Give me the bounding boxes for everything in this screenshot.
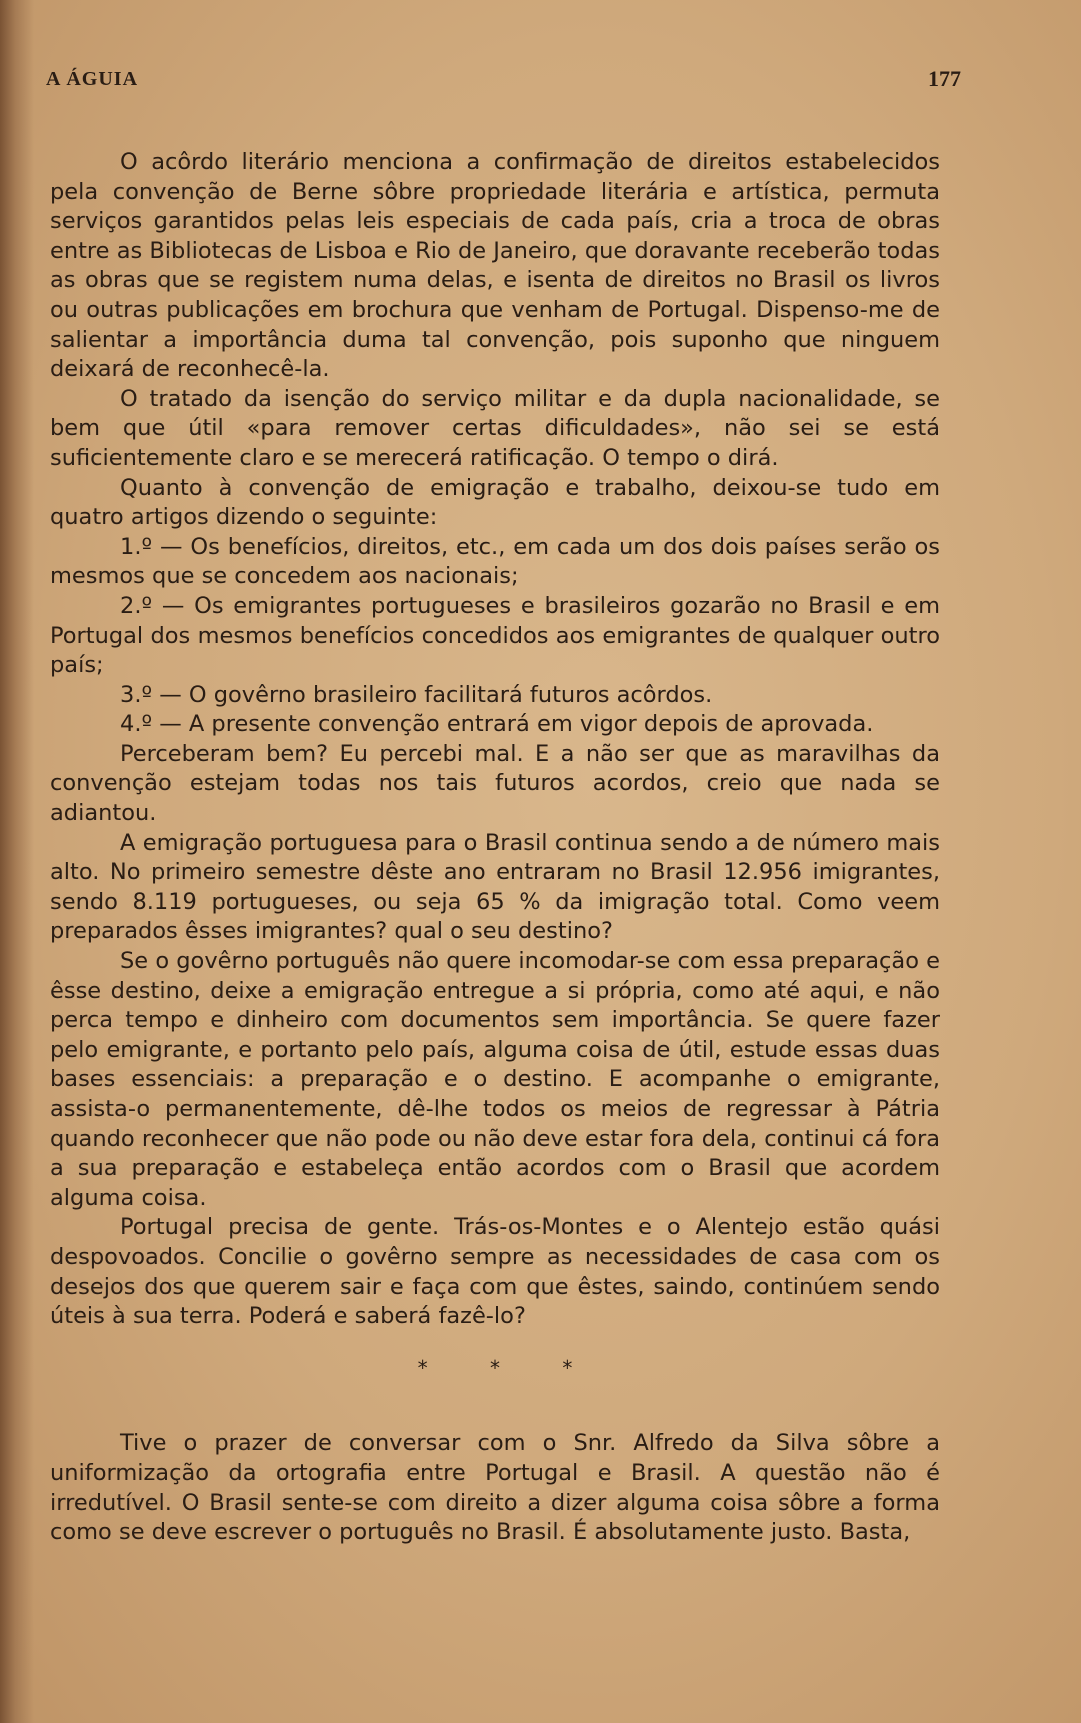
paragraph: O tratado da isenção do serviço militar e da dupla nacionalidade, se bem que útil «para remover certas dificuldades», não sei se está suficientemente claro e se merecerá ratificação. O tempo o dirá. (50, 385, 940, 471)
paragraph: Se o govêrno português não quere incomodar-se com essa preparação e êsse destino, deixe a emigração entregue a si própria, como até aqui, e não perca tempo e dinheiro com documentos sem importância. Se quere fazer pelo emigrante, e portanto pelo país, alguma coisa de útil, estude essas duas bases essenciais: a preparação e o destino. E acompanhe o emigrante, assista-o permanentemente, dê-lhe todos os meios de regressar à Pátria quando reconhecer que não pode ou não deve estar fora dela, continui cá fora a sua preparação e estabeleça então acordos com o Brasil que acordem alguma coisa. (50, 948, 940, 1211)
article-item: 3.º — O govêrno brasileiro facilitará futuros acôrdos. (120, 681, 713, 708)
article-item: 2.º — Os emigrantes portugueses e brasileiros gozarão no Brasil e em Portugal dos mesmos benefícios concedidos aos emigrantes de qualquer outro país; (50, 592, 940, 679)
page-binding-edge (0, 0, 34, 1723)
paragraph: Perceberam bem? Eu percebi mal. E a não ser que as maravilhas da convenção estejam todas nos tais futuros acordos, creio que nada se adiantou. (50, 740, 940, 827)
running-title: A ÁGUIA (46, 68, 139, 90)
paragraph: A emigração portuguesa para o Brasil continua sendo a de número mais alto. No primeiro semestre dêste ano entraram no Brasil 12.956 imigrantes, sendo 8.119 portugueses, ou seja 65 % da imigração total. Como veem preparados êsses imigrantes? qual o seu destino? (50, 829, 940, 945)
section-separator: * * * (417, 1355, 601, 1380)
paragraph: Quanto à convenção de emigração e trabalho, deixou-se tudo em quatro artigos dizendo o seguinte: (50, 474, 940, 531)
closing-paragraph: Tive o prazer de conversar com o Snr. Alfredo da Silva sôbre a uniformização da ortografia entre Portugal e Brasil. A questão não é irredutível. O Brasil sente-se com direito a dizer alguma coisa sôbre a forma como se deve escrever o português no Brasil. É absolutamente justo. Basta, (50, 1430, 940, 1546)
paragraph: Portugal precisa de gente. Trás-os-Montes e o Alentejo estão quási despovoados. Concilie o govêrno sempre as necessidades de casa com os desejos dos que querem sair e faça com que êstes, saindo, continúem sendo úteis à sua terra. Poderá e saberá fazê-lo? (50, 1214, 940, 1330)
article-item: 4.º — A presente convenção entrará em vigor depois de aprovada. (120, 711, 874, 738)
page-number: 177 (928, 66, 961, 91)
body-text (50, 148, 940, 1548)
paragraph: O acôrdo literário menciona a confirmação de direitos estabelecidos pela convenção de Berne sôbre propriedade literária e artística, permuta serviços garantidos pelas leis especiais de cada país, cria a troca de obras entre as Bibliotecas de Lisboa e Rio de Janeiro, que doravante receberão todas as obras que se registem numa delas, e isenta de direitos no Brasil os livros ou outras publicações em brochura que venham de Portugal. Dispenso-me de salientar a importância duma tal convenção, pois suponho que ninguem deixará de reconhecê-la. (50, 149, 940, 383)
page-header (46, 58, 961, 98)
article-item: 1.º — Os benefícios, direitos, etc., em cada um dos dois países serão os mesmos que se concedem aos nacionais; (50, 533, 940, 590)
